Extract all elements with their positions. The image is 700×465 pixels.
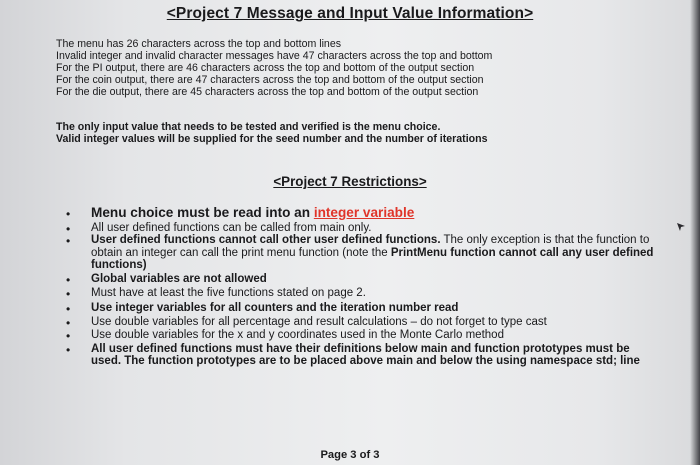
integer-variable-link[interactable]: integer variable bbox=[313, 205, 415, 220]
info-paragraph bbox=[56, 38, 676, 98]
restriction-bold-text: PrintMenu function cannot call any user defined functions) bbox=[91, 246, 654, 271]
restrictions-title: <Project 7 Restrictions> bbox=[273, 174, 427, 189]
bullet-icon: • bbox=[66, 301, 71, 316]
restriction-text: Use double variables for the x and y coordinates used in the Monte Carlo method bbox=[91, 329, 504, 342]
list-item bbox=[62, 343, 662, 368]
restriction-text: The only exception is that the function to obtain an integer can call the print menu function (note the bbox=[91, 234, 650, 259]
bullet-icon: • bbox=[66, 329, 71, 344]
bullet-icon: • bbox=[66, 234, 71, 249]
bullet-icon: • bbox=[66, 273, 71, 288]
input-paragraph bbox=[56, 121, 676, 145]
restriction-text: All user defined functions must have their definitions below main and function prototypes must be used. The function prototypes are to be placed above main and below the using namespace std; line bbox=[91, 342, 640, 367]
restriction-user-functions bbox=[91, 234, 662, 271]
list-item bbox=[62, 287, 662, 302]
page-number: Page 3 of 3 bbox=[320, 449, 380, 461]
restriction-menu-choice bbox=[91, 206, 662, 220]
list-item bbox=[62, 273, 662, 288]
input-line: Valid integer values will be supplied for the seed number and the number of iterations bbox=[56, 133, 488, 146]
info-line: The menu has 26 characters across the top and bottom lines bbox=[56, 38, 342, 50]
restriction-bold-text: User defined functions cannot call other user defined functions. bbox=[91, 234, 441, 247]
cursor-arrow-icon bbox=[676, 222, 686, 232]
restriction-text: Global variables are not allowed bbox=[91, 273, 267, 286]
bullet-icon: • bbox=[66, 287, 71, 302]
list-item bbox=[62, 222, 662, 234]
bullet-icon: • bbox=[66, 222, 71, 236]
list-item bbox=[62, 234, 662, 271]
restriction-text: Use integer variables for all counters and the iteration number read bbox=[91, 301, 459, 314]
restriction-text: All user defined functions can be called from main only. bbox=[91, 222, 372, 234]
bullet-icon: • bbox=[66, 316, 71, 331]
list-item bbox=[62, 302, 662, 314]
photo-edge-shadow bbox=[690, 0, 700, 465]
bullet-icon: • bbox=[66, 342, 71, 357]
info-line: For the PI output, there are 46 characters across the top and bottom of the output section bbox=[56, 62, 475, 75]
info-line: For the die output, there are 45 characters across the top and bottom of the output section bbox=[56, 86, 479, 99]
list-item bbox=[62, 329, 662, 344]
restrictions-list bbox=[62, 206, 662, 367]
restriction-text: Use double variables for all percentage and result calculations – do not forget to type cast bbox=[91, 316, 547, 329]
restriction-text: Menu choice must be read into an bbox=[91, 205, 314, 220]
bullet-icon: • bbox=[66, 207, 71, 221]
list-item bbox=[62, 316, 662, 331]
info-line: Invalid integer and invalid character messages have 47 characters across the top and bottom bbox=[56, 50, 493, 63]
list-item bbox=[62, 206, 662, 220]
info-line: For the coin output, there are 47 characters across the top and bottom of the output section bbox=[56, 74, 484, 87]
input-line: The only input value that needs to be tested and verified is the menu choice. bbox=[56, 121, 441, 133]
restriction-text: Must have at least the five functions stated on page 2. bbox=[91, 287, 366, 300]
page-title: <Project 7 Message and Input Value Information> bbox=[166, 5, 534, 22]
